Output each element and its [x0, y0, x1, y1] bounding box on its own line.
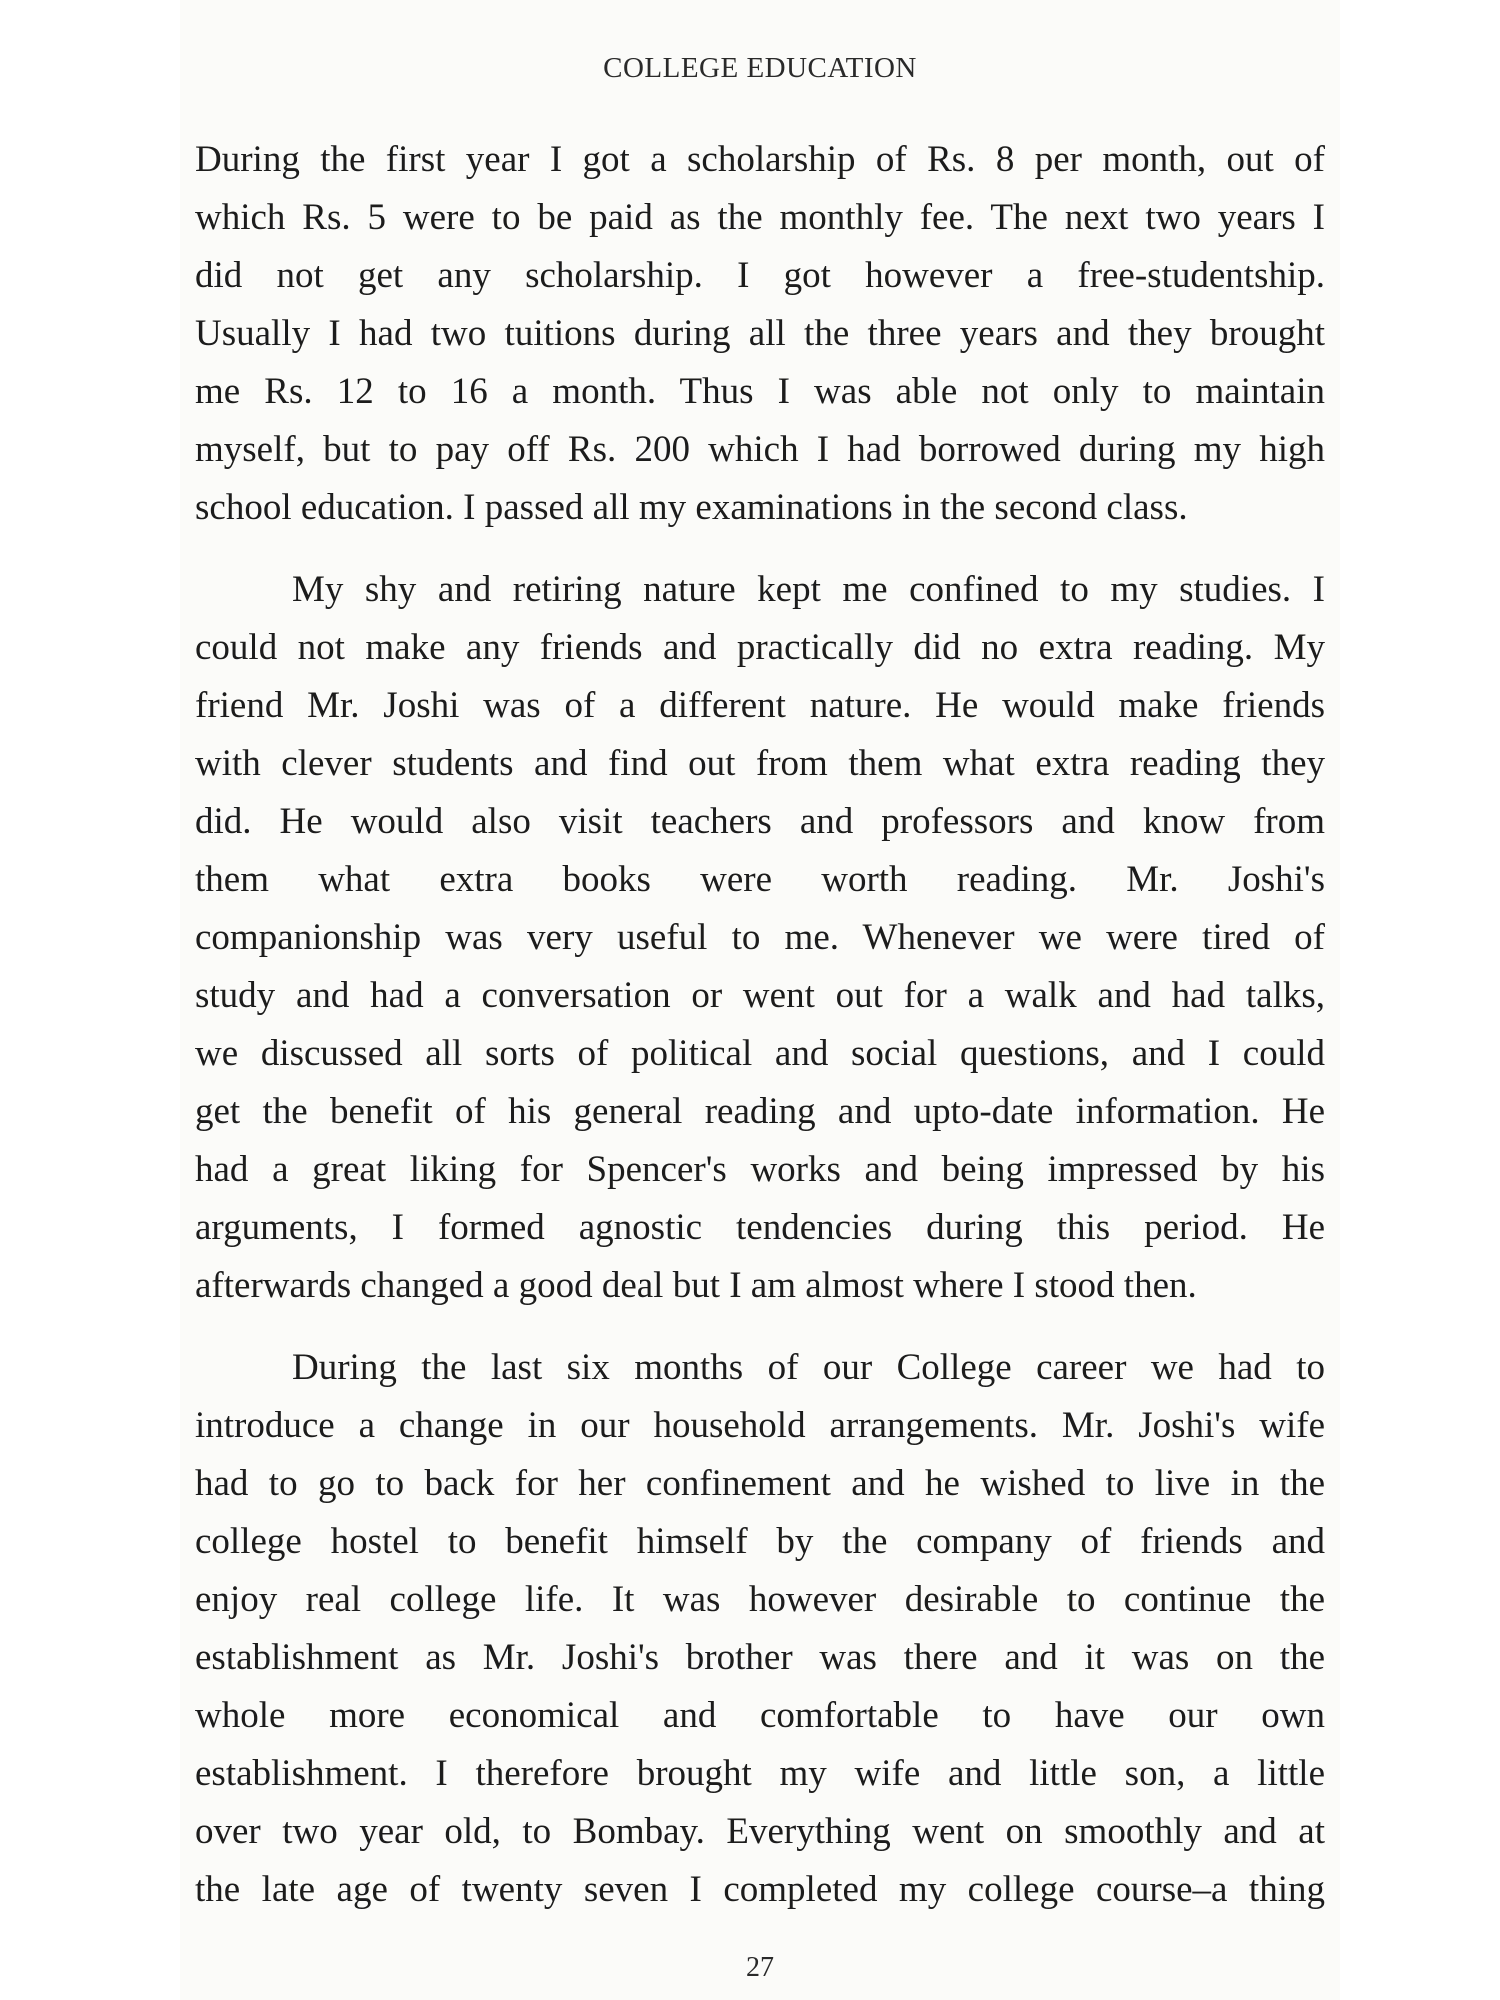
paragraph-break	[195, 537, 1325, 561]
text-line: with clever students and find out from them what extra reading they	[195, 743, 1325, 784]
text-line: companionship was very useful to me. Whenever we were tired of	[195, 917, 1325, 958]
text-line: arguments, I formed agnostic tendencies during this period. He	[195, 1207, 1325, 1248]
text-line: we discussed all sorts of political and social questions, and I could	[195, 1033, 1325, 1074]
text-line: get the benefit of his general reading and upto-date information. He	[195, 1091, 1325, 1132]
text-line: did not get any scholarship. I got however a free-studentship.	[195, 255, 1325, 296]
text-line: had to go to back for her confinement and he wished to live in the	[195, 1463, 1325, 1504]
text-line: study and had a conversation or went out for a walk and had talks,	[195, 975, 1325, 1016]
text-line: During the first year I got a scholarship of Rs. 8 per month, out of	[195, 139, 1325, 180]
text-line: Usually I had two tuitions during all the three years and they brought	[195, 313, 1325, 354]
text-line: myself, but to pay off Rs. 200 which I had borrowed during my high	[195, 429, 1325, 470]
page-number: 27	[746, 1952, 774, 1983]
text-line: could not make any friends and practically did no extra reading. My	[195, 627, 1325, 668]
text-line: school education. I passed all my examinations in the second class.	[195, 487, 1188, 528]
body-text	[195, 131, 1325, 1919]
text-line: enjoy real college life. It was however desirable to continue the	[195, 1579, 1325, 1620]
text-line: had a great liking for Spencer's works and being impressed by his	[195, 1149, 1325, 1190]
text-line: college hostel to benefit himself by the company of friends and	[195, 1521, 1325, 1562]
text-line: introduce a change in our household arrangements. Mr. Joshi's wife	[195, 1405, 1325, 1446]
text-line: the late age of twenty seven I completed my college course–a thing	[195, 1869, 1325, 1910]
text-line: over two year old, to Bombay. Everything went on smoothly and at	[195, 1811, 1325, 1852]
text-line: me Rs. 12 to 16 a month. Thus I was able not only to maintain	[195, 371, 1325, 412]
text-line: did. He would also visit teachers and professors and know from	[195, 801, 1325, 842]
text-line: whole more economical and comfortable to have our own	[195, 1695, 1325, 1736]
text-line: My shy and retiring nature kept me confined to my studies. I	[292, 569, 1325, 610]
running-header: COLLEGE EDUCATION	[603, 52, 917, 84]
book-page	[180, 0, 1340, 2000]
text-line: establishment as Mr. Joshi's brother was there and it was on the	[195, 1637, 1325, 1678]
text-line: establishment. I therefore brought my wife and little son, a little	[195, 1753, 1325, 1794]
text-line: them what extra books were worth reading. Mr. Joshi's	[195, 859, 1325, 900]
text-line: which Rs. 5 were to be paid as the monthly fee. The next two years I	[195, 197, 1325, 238]
text-line: afterwards changed a good deal but I am almost where I stood then.	[195, 1265, 1197, 1306]
text-line: friend Mr. Joshi was of a different nature. He would make friends	[195, 685, 1325, 726]
paragraph-break	[195, 1315, 1325, 1339]
text-line: During the last six months of our College career we had to	[292, 1347, 1325, 1388]
